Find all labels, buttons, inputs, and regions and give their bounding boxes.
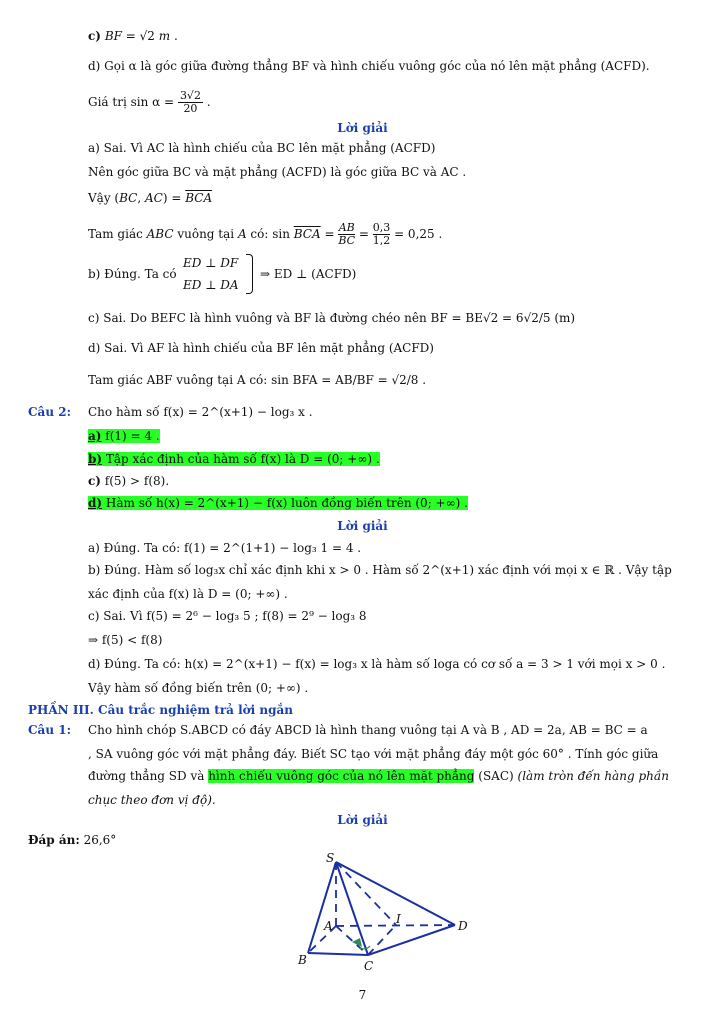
question-2-c: c) f(5) > f(8).: [88, 474, 170, 488]
solution2-c1: c) Sai. Vì f(5) = 2⁶ − log₃ 5 ; f(8) = 2⁹ − log₃ 8: [88, 609, 367, 623]
label-c: C: [364, 959, 374, 973]
edge-bc: [308, 953, 368, 955]
question-2-b: b) Tập xác định của hàm số f(x) là D = (0; +∞) .: [88, 452, 380, 466]
solution-title-1: Lời giải: [337, 121, 388, 135]
label-s: S: [326, 851, 335, 865]
page-number: 7: [358, 988, 367, 1002]
solution2-d1: d) Đúng. Ta có: h(x) = 2^(x+1) − f(x) = log₃ x là hàm số loga có cơ số a = 3 > 1 với mọi x > 0 .: [88, 657, 666, 671]
solution-d-2: Tam giác ABF vuông tại A có: sin BFA = AB/BF = √2/8 .: [88, 373, 427, 387]
solution2-c2: ⇒ f(5) < f(8): [88, 633, 163, 647]
option-c-bf: c) BF = √2 m .: [88, 29, 178, 43]
option-d-sin: Giá trị sin α = $\frac{3√2}{20}$ .: [88, 89, 211, 115]
solution-b-cond1: ED ⊥ DF: [183, 256, 239, 270]
solution-c: c) Sai. Do BEFC là hình vuông và BF là đường chéo nên BF = BE√2 = 6√2/5 (m): [88, 311, 576, 325]
question-1-label: Câu 1:: [28, 723, 72, 737]
solution-title-2: Lời giải: [337, 519, 388, 533]
solution-d: d) Sai. Vì AF là hình chiếu của BF lên mặt phẳng (ACFD): [88, 341, 434, 355]
solution2-d2: Vậy hàm số đồng biến trên (0; +∞) .: [88, 681, 309, 695]
question-2-d: d) Hàm số h(x) = 2^(x+1) − f(x) luôn đồng biến trên (0; +∞) .: [88, 496, 468, 510]
question-1-line4: chục theo đơn vị độ).: [88, 793, 216, 807]
option-d-angle: d) Gọi α là góc giữa đường thẳng BF và hình chiếu vuông góc của nó lên mặt phẳng (ACFD).: [88, 59, 650, 73]
label-a: A: [324, 919, 333, 933]
question-2-text: Cho hàm số f(x) = 2^(x+1) − log₃ x .: [88, 405, 313, 419]
solution-a-4: Tam giác ABC vuông tại A có: $\sin \overline{BCA}$ = $\frac{AB}{BC}$ = $\frac{0,3}{1,2}$ = 0,25 .: [88, 221, 443, 247]
solution2-b2: xác định của f(x) là D = (0; +∞) .: [88, 587, 288, 601]
question-2-label: Câu 2:: [28, 405, 72, 419]
solution-a-2: Nên góc giữa BC và mặt phẳng (ACFD) là góc giữa BC và AC .: [88, 165, 467, 179]
solution2-a: a) Đúng. Ta có: f(1) = 2^(1+1) − log₃ 1 = 4 .: [88, 541, 362, 555]
question-1-line1: Cho hình chóp S.ABCD có đáy ABCD là hình thang vuông tại A và B , AD = 2a, AB = BC = a: [88, 723, 648, 737]
solution-a-3: Vậy (BC, $AC) = \overline{B}\overline{CA}$: [88, 191, 213, 205]
question-1-line3: đường thẳng SD và hình chiếu vuông góc của nó lên mặt phẳng (SAC) (làm tròn đến hàng phần: [88, 769, 669, 783]
answer: Đáp án: 26,6°: [28, 833, 117, 847]
question-2-a: a) f(1) = 4 .: [88, 429, 160, 443]
pyramid-figure: [290, 850, 490, 975]
solution-a: a) Sai. Vì AC là hình chiếu của BC lên mặt phẳng (ACFD): [88, 141, 436, 155]
solution2-b1: b) Đúng. Hàm số log₃x chỉ xác định khi x > 0 . Hàm số 2^(x+1) xác định với mọi x ∈ ℝ . Vậy tập: [88, 563, 672, 577]
part-3-heading: PHẦN III. Câu trắc nghiệm trả lời ngắn: [28, 703, 294, 717]
edge-si: [336, 862, 396, 925]
solution-title-3: Lời giải: [337, 813, 388, 827]
solution-b-label: b) Đúng. Ta có: [88, 267, 177, 281]
solution-b-cond2: ED ⊥ DA: [183, 278, 239, 292]
label-b: B: [298, 953, 307, 967]
label-d: D: [458, 919, 468, 933]
solution-b-result: ⇒ ED ⊥ (ACFD): [260, 267, 357, 281]
label-i: I: [396, 912, 401, 926]
question-1-line2: , SA vuông góc với mặt phẳng đáy. Biết SC tạo với mặt phẳng đáy một góc 60° . Tính góc giữa: [88, 747, 659, 761]
brace: [246, 254, 253, 294]
